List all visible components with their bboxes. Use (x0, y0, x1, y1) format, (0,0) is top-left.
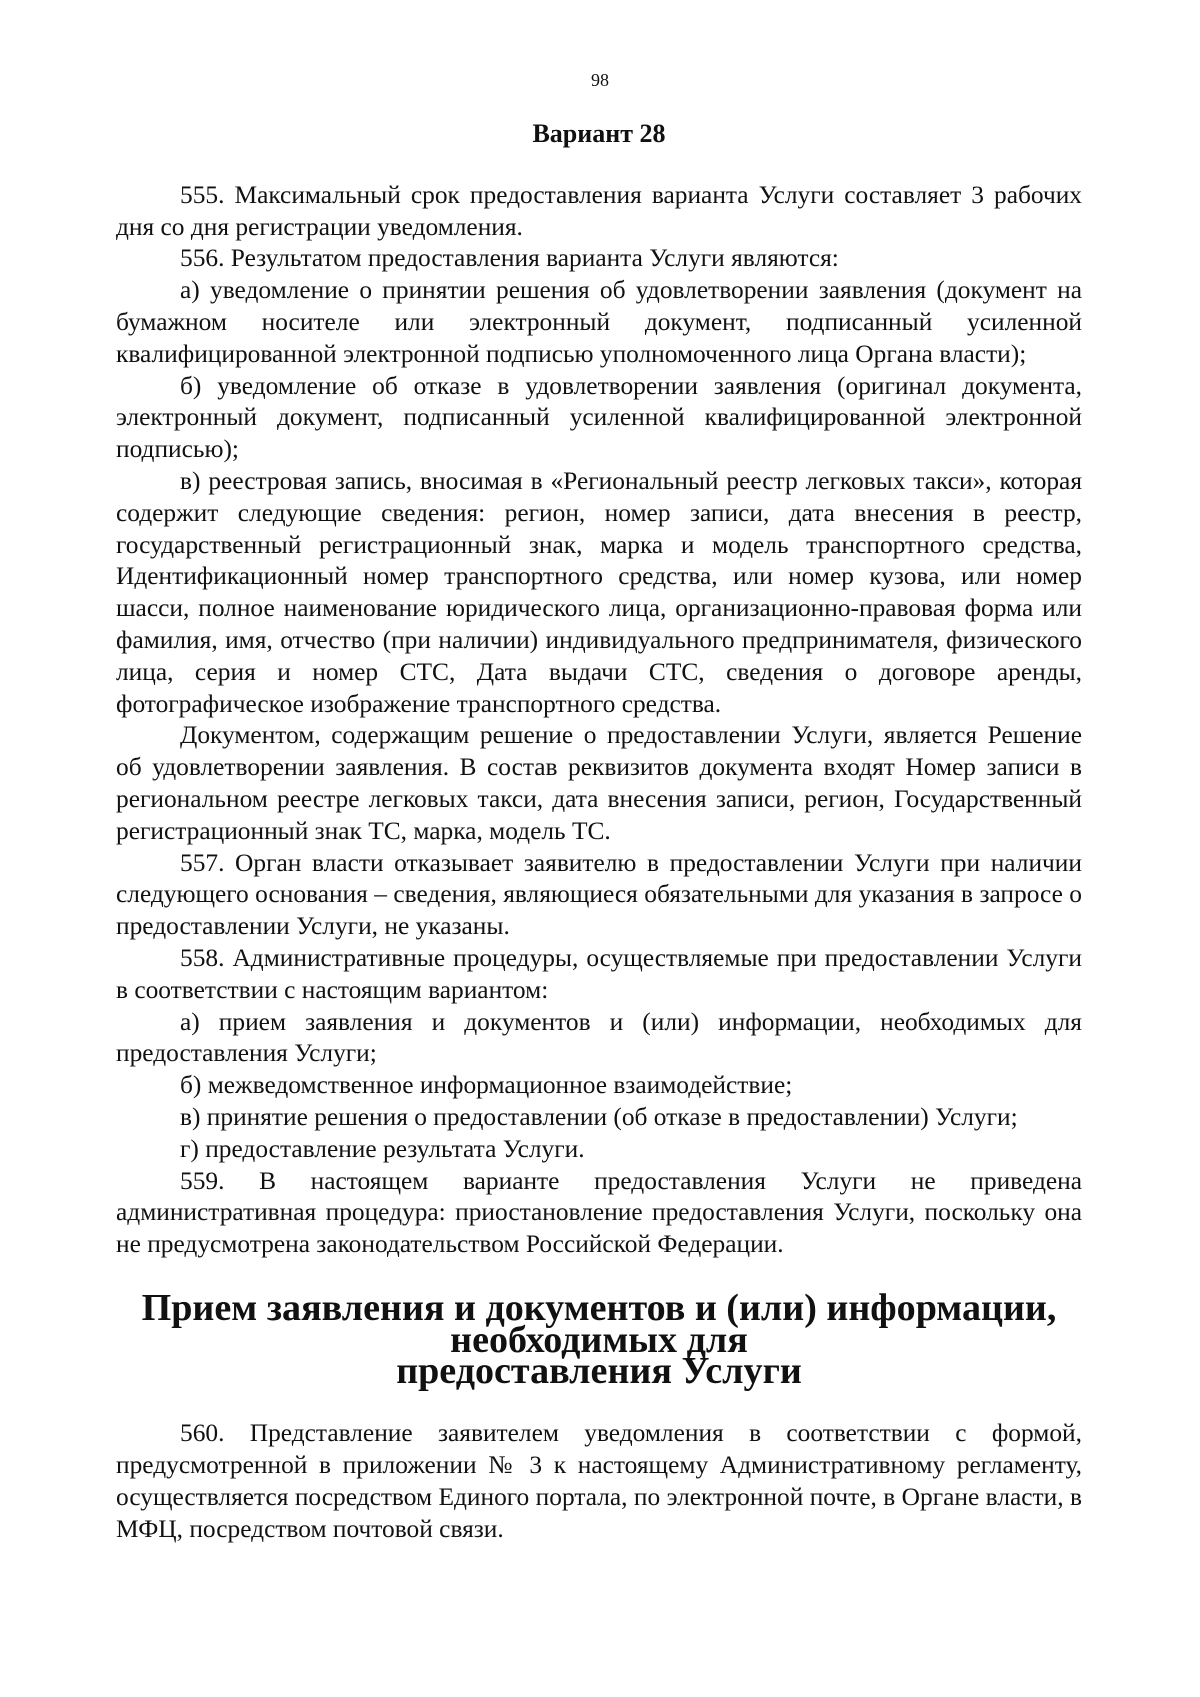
paragraph-556-v: в) реестровая запись, вносимая в «Региональный реестр легковых такси», которая содержит следующие сведения: регион, номер записи, дата внесения в реестр, государственный регистрационный знак, марка и модель транспортного средства, Идентификационный номер транспортного средства, или номер кузова, или номер шасси, полное наименование юридического лица, организационно-правовая форма или фамилия, имя, отчество (при наличии) индивидуального предпринимателя, физического лица, серия и номер СТС, Дата выдачи СТС, сведения о договоре аренды, фотографическое изображение транспортного средства. (116, 466, 1082, 718)
paragraph-558-b: б) межведомственное информационное взаимодействие; (180, 1071, 793, 1100)
paragraph-560: 560. Представление заявителем уведомления в соответствии с формой, предусмотренной в приложении № 3 к настоящему Административному регламенту, осуществляется посредством Единого портала, по электронной почте, в Органе власти, в МФЦ, посредством почтовой связи. (116, 1419, 1082, 1543)
paragraph-556-a: а) уведомление о принятии решения об удовлетворении заявления (документ на бумажном носителе или электронный документ, подписанный усиленной квалифицированной электронной подписью уполномоченного лица Органа власти); (116, 276, 1082, 368)
paragraph-558-g: г) предоставление результата Услуги. (180, 1134, 585, 1163)
page-number: 98 (591, 70, 609, 90)
paragraph-558: 558. Административные процедуры, осуществляемые при предоставлении Услуги в соответствии с настоящим вариантом: (116, 943, 1082, 1004)
paragraph-decision-document: Документом, содержащим решение о предоставлении Услуги, является Решение об удовлетворении заявления. В состав реквизитов документа входят Номер записи в региональном реестре легковых такси, дата внесения записи, регион, Государственный регистрационный знак ТС, марка, модель ТС. (116, 721, 1082, 845)
paragraph-555: 555. Максимальный срок предоставления варианта Услуги составляет 3 рабочих дня со дня регистрации уведомления. (116, 180, 1082, 241)
paragraph-557: 557. Орган власти отказывает заявителю в предоставлении Услуги при наличии следующего основания – сведения, являющиеся обязательными для указания в запросе о предоставлении Услуги, не указаны. (116, 848, 1082, 941)
document-body (116, 118, 1082, 1545)
paragraph-559: 559. В настоящем варианте предоставления Услуги не приведена административная процедура: приостановление предоставления Услуги, поскольку она не предусмотрена законодательством Российской Федерации. (116, 1166, 1082, 1259)
paragraph-556: 556. Результатом предоставления варианта Услуги являются: (180, 244, 839, 273)
section-heading-line-2: предоставления Услуги (396, 1350, 802, 1393)
section-heading (116, 1286, 1082, 1393)
paragraph-556-b: б) уведомление об отказе в удовлетворении заявления (оригинал документа, электронный документ, подписанный усиленной квалифицированной электронной подписью); (116, 371, 1082, 464)
paragraph-558-v: в) принятие решения о предоставлении (об отказе в предоставлении) Услуги; (180, 1102, 1018, 1131)
section-heading-line-1: Прием заявления и документов и (или) информации, необходимых для (141, 1286, 1057, 1361)
variant-title: Вариант 28 (532, 119, 666, 148)
paragraph-558-a: а) прием заявления и документов и (или) информации, необходимых для предоставления Услуги; (116, 1007, 1082, 1068)
